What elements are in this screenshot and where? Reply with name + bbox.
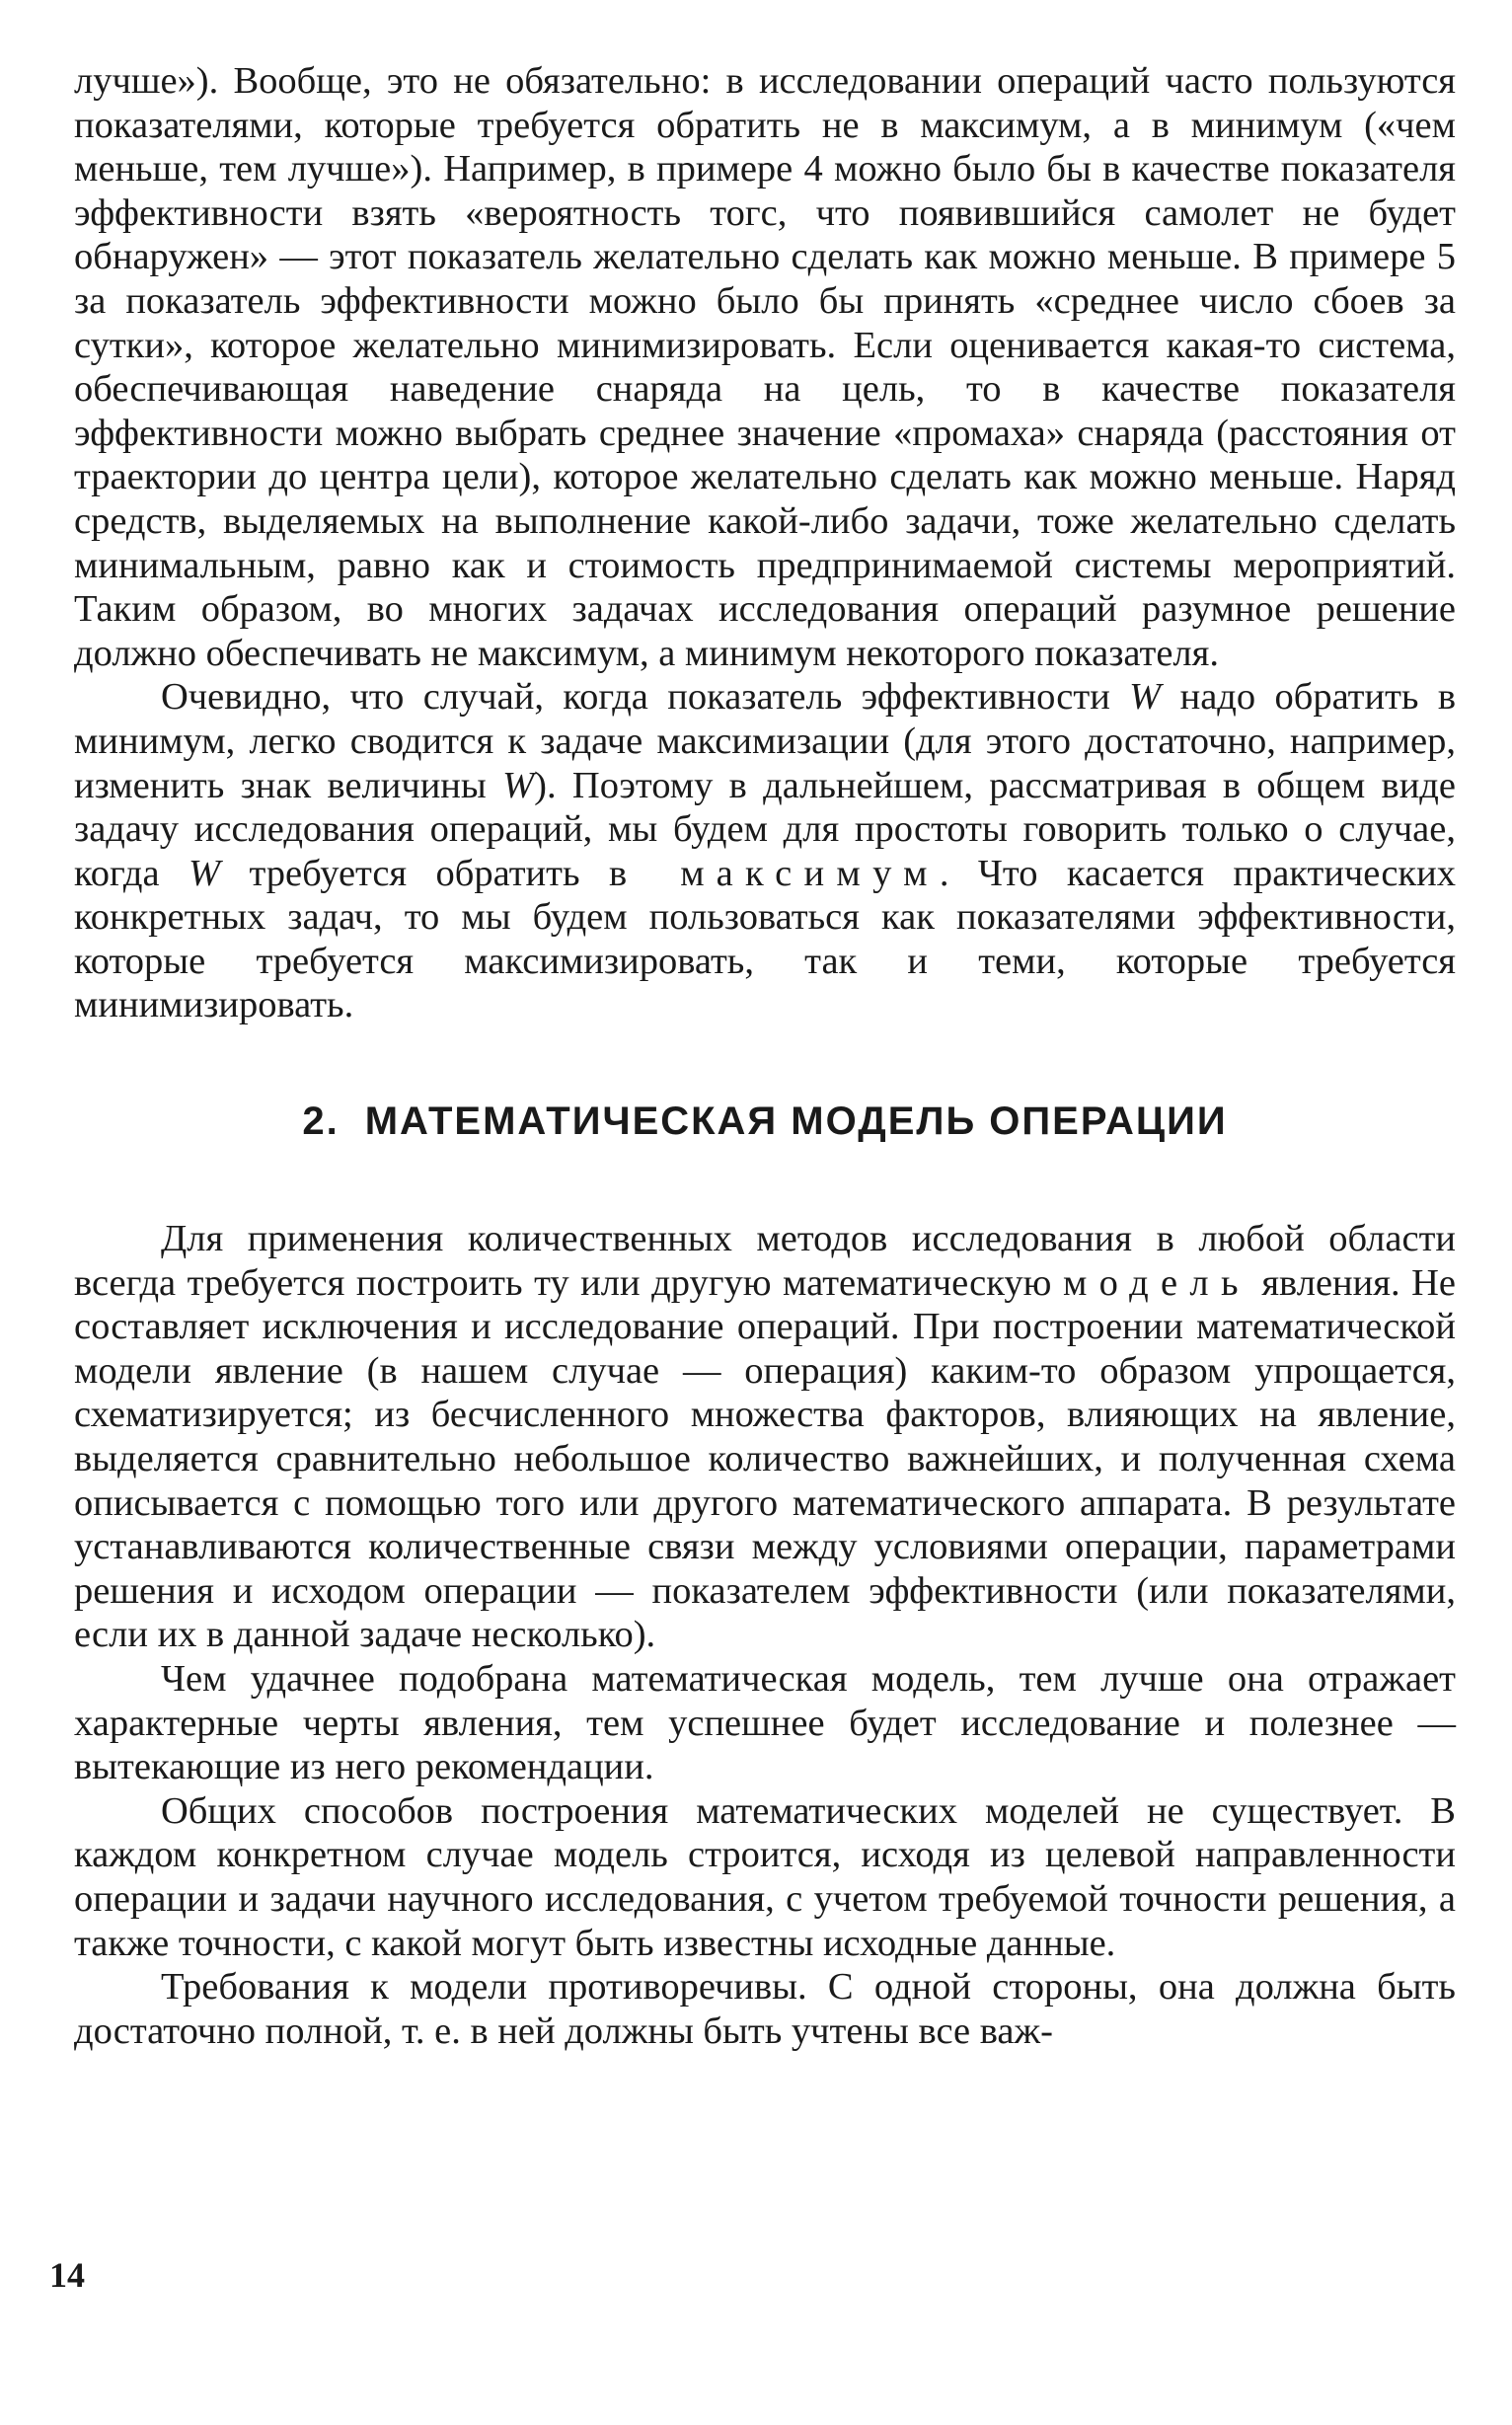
text-run: ). Поэтому в дальнейшем, рассматривая в общем виде задачу исследования операций, мы будем для простоты говорить только о случае, когда: [74, 764, 1456, 894]
paragraph-model-requirements: Требования к модели противоречивы. С одной стороны, она должна быть достаточно полной, т. е. в ней должны быть учтены все важ-: [74, 1966, 1456, 2052]
text-run: явления. Не составляет исключения и исследование операций. При построении математической модели явление (в нашем случае — операция) каким-то образом упрощается, схематизируется; из бесчисленного множества факторов, влияющих на явление, выделяется сравнительно небольшое количество важнейших, и полученная схема описывается с помощью того или другого математического аппарата. В результате устанавливаются количественные связи между условиями операции, параметрами решения и исходом операции — показателем эффективности (или показателями, если их в данной задаче несколько).: [74, 1261, 1456, 1656]
section-number: 2.: [302, 1099, 340, 1144]
paragraph-model-methods: Общих способов построения математических моделей не существует. В каждом конкретном случае модель строится, исходя из целевой направленности операции и задачи научного исследования, с учетом требуемой точности решения, а также точности, с какой могут быть известны исходные данные.: [74, 1789, 1456, 1964]
text-run: . Что касается практических конкретных задач, то мы будем пользоваться как показателями эффективности, которые требуется максимизировать, так и теми, которые требуется минимизировать.: [74, 852, 1456, 1026]
symbol-w: W: [1129, 676, 1162, 719]
paragraph-model-definition: [74, 1217, 1456, 1657]
text-run: надо обратить в минимум, легко сводится к задаче максимизации (для этого достаточно, например, изменить знак величины: [74, 676, 1457, 806]
text-run: требуется обратить: [220, 852, 609, 894]
page-number: 14: [49, 2255, 85, 2295]
section-title: МАТЕМАТИЧЕСКАЯ МОДЕЛЬ ОПЕРАЦИИ: [364, 1099, 1228, 1144]
paragraph-minimization: [74, 675, 1456, 1027]
emphasis-spaced: модель: [1062, 1261, 1250, 1304]
paragraph-model-quality: Чем удачнее подобрана математическая модель, тем лучше она отражает характерные черты явления, тем успешнее будет исследование и полезнее — вытекающие из него рекомендации.: [74, 1658, 1456, 1788]
page-body: [74, 59, 1456, 2053]
symbol-w: W: [502, 764, 535, 806]
symbol-w: W: [188, 852, 221, 894]
section-heading: [74, 1097, 1456, 1146]
text-run: Для применения количественных методов исследования в любой области всегда требуется построить ту или другую математическую: [74, 1218, 1456, 1304]
emphasis-spaced: в максимум: [608, 852, 940, 894]
paragraph-intro-continued: лучше»). Вообще, это не обязательно: в исследовании операций часто пользуются показателями, которые требуется обратить не в максимум, а в минимум («чем меньше, тем лучше»). Например, в примере 4 можно было бы в качестве показателя эффективности взять «вероятность тогс, что появившийся самолет не будет обнаружен» — этот показатель желательно сделать как можно меньше. В примере 5 за показатель эффективности можно было бы принять «среднее число сбоев за сутки», которое желательно минимизировать. Если оценивается какая-то система, обеспечивающая наведение снаряда на цель, то в качестве показателя эффективности можно выбрать среднее значение «промаха» снаряда (расстояния от траектории до центра цели), которое желательно сделать как можно меньше. Наряд средств, выделяемых на выполнение какой-либо задачи, тоже желательно сделать минимальным, равно как и стоимость предпринимаемой системы мероприятий. Таким образом, во многих задачах исследования операций разумное решение должно обеспечивать не максимум, а минимум некоторого показателя.: [74, 60, 1456, 674]
text-run: Очевидно, что случай, когда показатель эффективности: [161, 676, 1130, 719]
